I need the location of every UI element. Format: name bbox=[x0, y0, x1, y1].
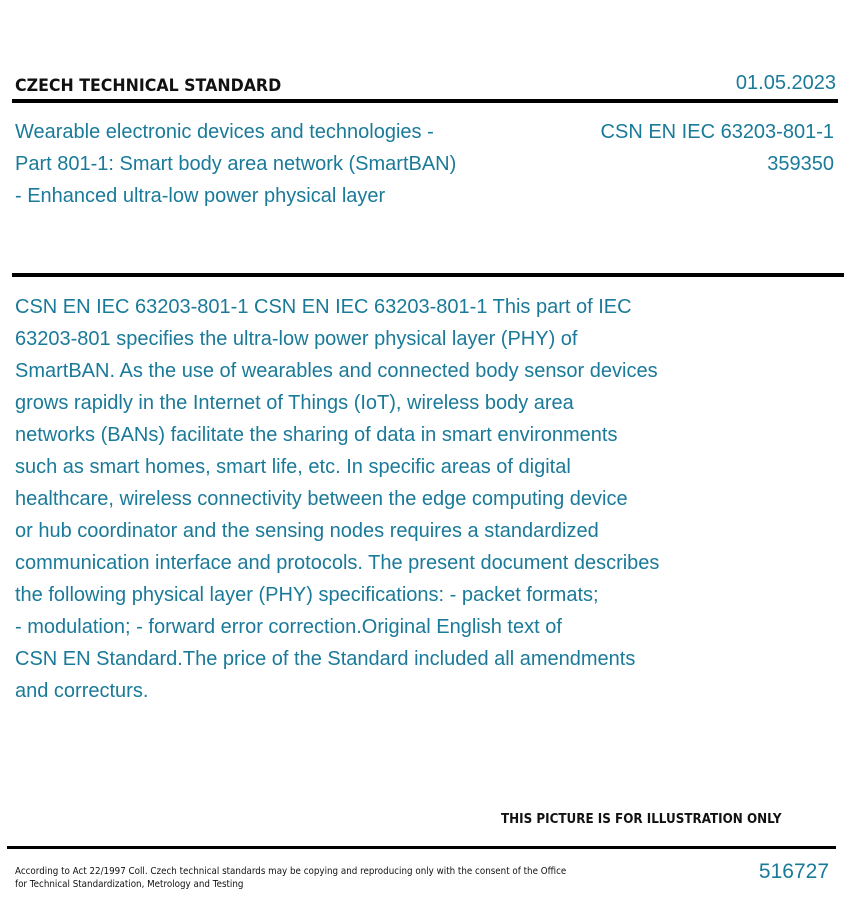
standard-code: CSN EN IEC 63203-801-1 bbox=[600, 121, 834, 143]
document-type-label: CZECH TECHNICAL STANDARD bbox=[15, 76, 282, 96]
abstract-line: or hub coordinator and the sensing nodes requires a standardized bbox=[15, 520, 599, 542]
title-line: Wearable electronic devices and technologies - bbox=[15, 121, 434, 143]
standard-identifiers bbox=[601, 116, 834, 180]
abstract-line: SmartBAN. As the use of wearables and connected body sensor devices bbox=[15, 360, 658, 382]
abstract-line: healthcare, wireless connectivity between the edge computing device bbox=[15, 488, 628, 510]
header-divider bbox=[12, 99, 838, 103]
abstract-line: communication interface and protocols. The present document describes bbox=[15, 552, 660, 574]
abstract-line: such as smart homes, smart life, etc. In specific areas of digital bbox=[15, 456, 571, 478]
abstract-line: grows rapidly in the Internet of Things (IoT), wireless body area bbox=[15, 392, 574, 414]
abstract-line: CSN EN Standard.The price of the Standard included all amendments bbox=[15, 648, 636, 670]
legal-notice bbox=[15, 865, 566, 891]
abstract-line: the following physical layer (PHY) specifications: - packet formats; bbox=[15, 584, 599, 606]
title-line: Part 801-1: Smart body area network (SmartBAN) bbox=[15, 153, 457, 175]
abstract-line: and correcturs. bbox=[15, 680, 149, 702]
abstract-text bbox=[15, 291, 735, 707]
footer-divider bbox=[7, 846, 836, 849]
legal-line: According to Act 22/1997 Coll. Czech technical standards may be copying and reproducing only with the consent of the Office bbox=[15, 866, 567, 877]
document-number: 516727 bbox=[758, 860, 829, 883]
catalog-number: 359350 bbox=[767, 153, 834, 175]
abstract-line: networks (BANs) facilitate the sharing of data in smart environments bbox=[15, 424, 618, 446]
legal-line: for Technical Standardization, Metrology and Testing bbox=[15, 879, 244, 890]
title-line: - Enhanced ultra-low power physical layer bbox=[15, 185, 386, 207]
abstract-line: CSN EN IEC 63203-801-1 CSN EN IEC 63203-801-1 This part of IEC bbox=[15, 296, 632, 318]
abstract-line: 63203-801 specifies the ultra-low power physical layer (PHY) of bbox=[15, 328, 578, 350]
abstract-line: - modulation; - forward error correction.Original English text of bbox=[15, 616, 562, 638]
title-divider bbox=[12, 273, 844, 277]
illustration-disclaimer: THIS PICTURE IS FOR ILLUSTRATION ONLY bbox=[501, 812, 782, 827]
publication-date: 01.05.2023 bbox=[735, 72, 836, 94]
standard-title bbox=[15, 116, 535, 212]
